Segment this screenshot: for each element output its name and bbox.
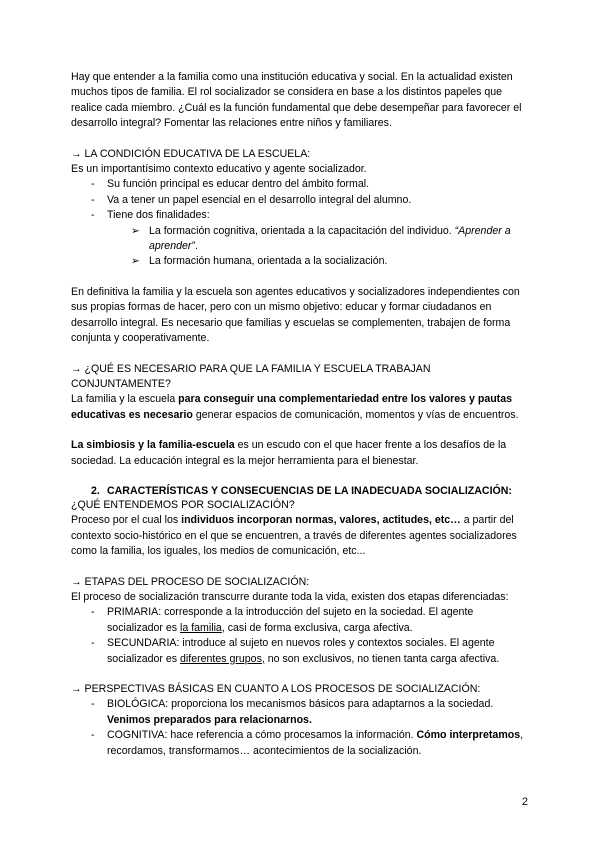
document-page bbox=[71, 70, 531, 759]
page-number: 2 bbox=[521, 796, 528, 808]
cognitiva-text: La formación cognitiva, orientada a la capacitación del individuo. bbox=[149, 224, 452, 237]
bold-run: Cómo interpretamos bbox=[416, 729, 521, 742]
text-run: PRIMARIA: corresponde a la introducción del sujeto en la sociedad. El agente socializador es bbox=[107, 606, 474, 634]
escuela-line: Es un importantísimo contexto educativo y agente socializador. bbox=[71, 163, 367, 176]
bold-run: para conseguir una complementariedad entre los valores y pautas educativas es necesario bbox=[71, 393, 512, 421]
cognitiva-end: . bbox=[194, 240, 198, 253]
humana-text: La formación humana, orientada a la socialización. bbox=[149, 255, 388, 268]
list-item bbox=[71, 605, 531, 636]
intro-paragraph: Hay que entender a la familia como una institución educativa y social. En la actualidad existen muchos tipos de familia. El rol socializador se considera en base a los distintos papeles que realice cada miembro. ¿Cuál es la función fundamental que debe desempeñar para favorecer el desarrollo integral? Fomentar las relaciones entre niños y familiares. bbox=[71, 71, 522, 130]
section-title-text: CARACTERÍSTICAS Y CONSECUENCIAS DE LA INADECUADA SOCIALIZACIÓN: bbox=[107, 484, 512, 497]
escuela-conclusion: En definitiva la familia y la escuela son agentes educativos y socializadores independientes con sus propias formas de hacer, pero con un mismo objetivo: educar y formar ciudadanos en desarrollo integral. Es necesario que familias y escuelas se complementen, trabajen de forma conjunta y cooperativamente. bbox=[71, 285, 520, 345]
conjunto-heading: → ¿QUÉ ES NECESARIO PARA QUE LA FAMILIA Y ESCUELA TRABAJAN CONJUNTAMENTE? bbox=[71, 362, 431, 390]
text-run: , casi de forma exclusiva, carga afectiva. bbox=[221, 621, 413, 634]
text-run: La familia y la escuela bbox=[71, 393, 179, 406]
conjunto-paragraph-2 bbox=[71, 438, 531, 469]
bold-run: La simbiosis y la familia-escuela bbox=[71, 439, 235, 452]
etapas-list bbox=[71, 605, 531, 667]
text-run: a partir del contexto socio-histórico en el que se encuentren, a través de diferentes agentes socializadores como la familia, los iguales, los medios de comunicación, etc... bbox=[71, 514, 517, 558]
escuela-heading: → LA CONDICIÓN EDUCATIVA DE LA ESCUELA: bbox=[71, 147, 311, 160]
text-run: no son exclusivos, no tienen tanta carga afectiva. bbox=[264, 652, 500, 665]
underlined-run: diferentes grupos, bbox=[180, 652, 265, 665]
text-run: es un escudo con el que hacer frente a los desafíos de la sociedad. La educación integral es la mejor herramienta para el bienestar. bbox=[71, 439, 507, 467]
text-run: Proceso por el cual los bbox=[71, 514, 182, 527]
etapas-line: El proceso de socialización transcurre durante toda la vida, existen dos etapas diferenciadas: bbox=[71, 590, 509, 603]
escuela-list bbox=[71, 177, 531, 223]
arrow-bullet-icon: ➢ bbox=[131, 255, 140, 268]
list-item bbox=[71, 224, 531, 255]
list-item: - Su función principal es educar dentro del ámbito formal. bbox=[71, 177, 531, 192]
list-item bbox=[71, 697, 531, 728]
underlined-run: la familia bbox=[180, 621, 222, 634]
cognitiva-quote: “Aprender a aprender” bbox=[149, 224, 511, 253]
socializacion-question: ¿QUÉ ENTENDEMOS POR SOCIALIZACIÓN? bbox=[71, 498, 295, 511]
text-run: , recordamos, transformamos… acontecimientos de la socialización. bbox=[107, 729, 524, 757]
section-2-title bbox=[71, 484, 531, 498]
socializacion-definition bbox=[71, 513, 531, 559]
text-run: generar espacios de comunicación, momentos y vías de encuentros. bbox=[192, 408, 519, 421]
text-run: BIOLÓGICA: proporciona los mecanismos básicos para adaptarnos a la sociedad. bbox=[107, 698, 494, 711]
list-item bbox=[71, 254, 531, 269]
list-item bbox=[71, 636, 531, 667]
list-item: - Tiene dos finalidades: bbox=[71, 208, 531, 223]
section-number: 2. bbox=[91, 484, 100, 497]
text-run: COGNITIVA: hace referencia a cómo procesamos la información. bbox=[107, 729, 417, 742]
text-run: SECUNDARIA: introduce al sujeto en nuevos roles y contextos sociales. El agente socializador es bbox=[107, 637, 495, 665]
list-item bbox=[71, 728, 531, 759]
conjunto-paragraph-1 bbox=[71, 392, 531, 423]
bold-run: individuos incorporan normas, valores, actitudes, etc… bbox=[181, 514, 461, 527]
perspectivas-heading: → PERSPECTIVAS BÁSICAS EN CUANTO A LOS PROCESOS DE SOCIALIZACIÓN: bbox=[71, 683, 481, 695]
arrow-bullet-icon: ➢ bbox=[131, 224, 140, 237]
bold-run: Venimos preparados para relacionarnos. bbox=[107, 713, 312, 726]
perspectivas-list bbox=[71, 697, 531, 759]
finalidades-list bbox=[71, 224, 531, 270]
etapas-heading: → ETAPAS DEL PROCESO DE SOCIALIZACIÓN: bbox=[71, 575, 310, 588]
list-item: - Va a tener un papel esencial en el desarrollo integral del alumno. bbox=[71, 193, 531, 208]
